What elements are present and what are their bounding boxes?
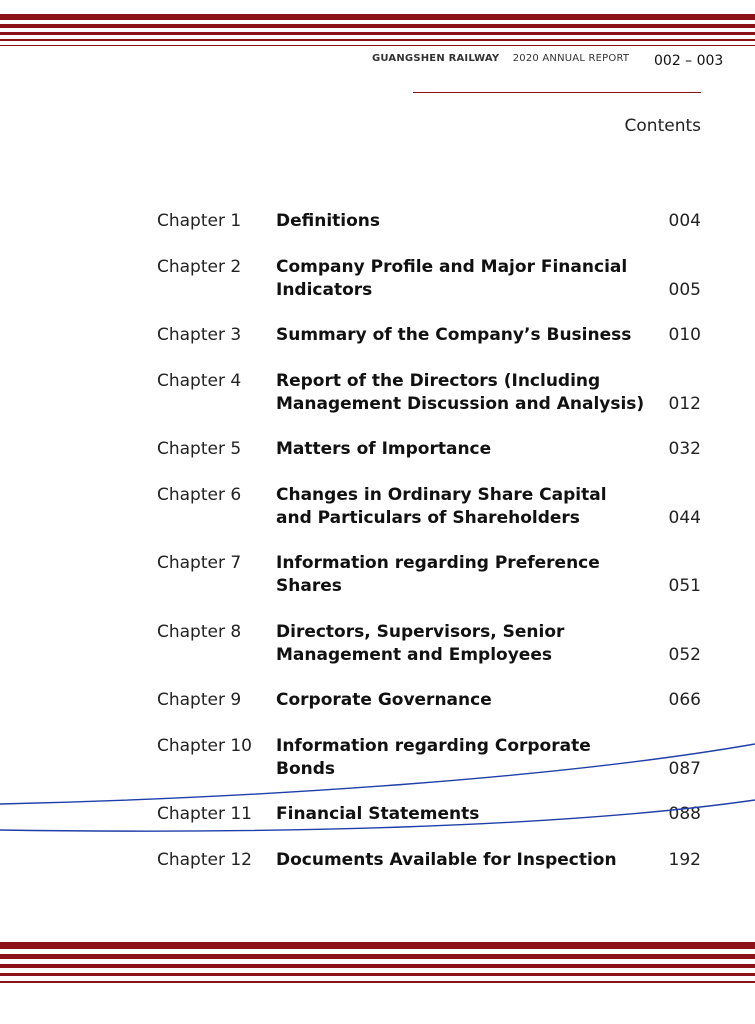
chapter-page: 004 [668, 211, 701, 231]
chapter-title: Summary of the Company’s Business [276, 325, 632, 345]
chapter-title: Company Profile and Major Financial Indicators [276, 257, 628, 300]
chapter-title: Financial Statements [276, 804, 480, 824]
chapter-title: Information regarding Preference Shares [276, 553, 600, 596]
chapter-number: Chapter 9 [157, 690, 242, 710]
chapter-page: 192 [668, 850, 701, 870]
chapter-title: Matters of Importance [276, 439, 492, 459]
chapter-title: Information regarding Corporate Bonds [276, 736, 591, 779]
chapter-title: Documents Available for Inspection [276, 850, 617, 870]
chapter-page: 012 [668, 394, 701, 414]
chapter-page: 044 [668, 508, 701, 528]
lower-curve [0, 800, 755, 831]
chapter-number: Chapter 3 [157, 325, 242, 345]
chapter-number: Chapter 8 [157, 622, 242, 642]
chapter-number: Chapter 6 [157, 485, 242, 505]
chapter-number: Chapter 5 [157, 439, 242, 459]
chapter-number: Chapter 11 [157, 804, 253, 824]
chapter-number: Chapter 7 [157, 553, 242, 573]
chapter-page: 010 [668, 325, 701, 345]
chapter-title: Directors, Supervisors, Senior Management and Employees [276, 622, 565, 665]
chapter-page: 066 [668, 690, 701, 710]
chapter-number: Chapter 12 [157, 850, 253, 870]
chapter-title: Changes in Ordinary Share Capital and Particulars of Shareholders [276, 485, 607, 528]
chapter-page: 087 [668, 759, 701, 779]
chapter-title: Report of the Directors (Including Management Discussion and Analysis) [276, 371, 645, 414]
chapter-number: Chapter 1 [157, 211, 242, 231]
chapter-page: 005 [668, 280, 701, 300]
chapter-page: 032 [668, 439, 701, 459]
chapter-number: Chapter 4 [157, 371, 242, 391]
chapter-title: Definitions [276, 211, 381, 231]
chapter-number: Chapter 2 [157, 257, 242, 277]
upper-curve [0, 744, 755, 804]
chapter-page: 088 [668, 804, 701, 824]
page-numbers: 002 – 003 [654, 53, 724, 69]
contents-title: Contents [624, 116, 701, 136]
company-name: GUANGSHEN RAILWAY [372, 53, 500, 64]
chapter-page: 051 [668, 576, 701, 596]
chapter-page: 052 [668, 645, 701, 665]
report-name: 2020 ANNUAL REPORT [512, 53, 630, 64]
chapter-number: Chapter 10 [157, 736, 253, 756]
chapter-title: Corporate Governance [276, 690, 492, 710]
